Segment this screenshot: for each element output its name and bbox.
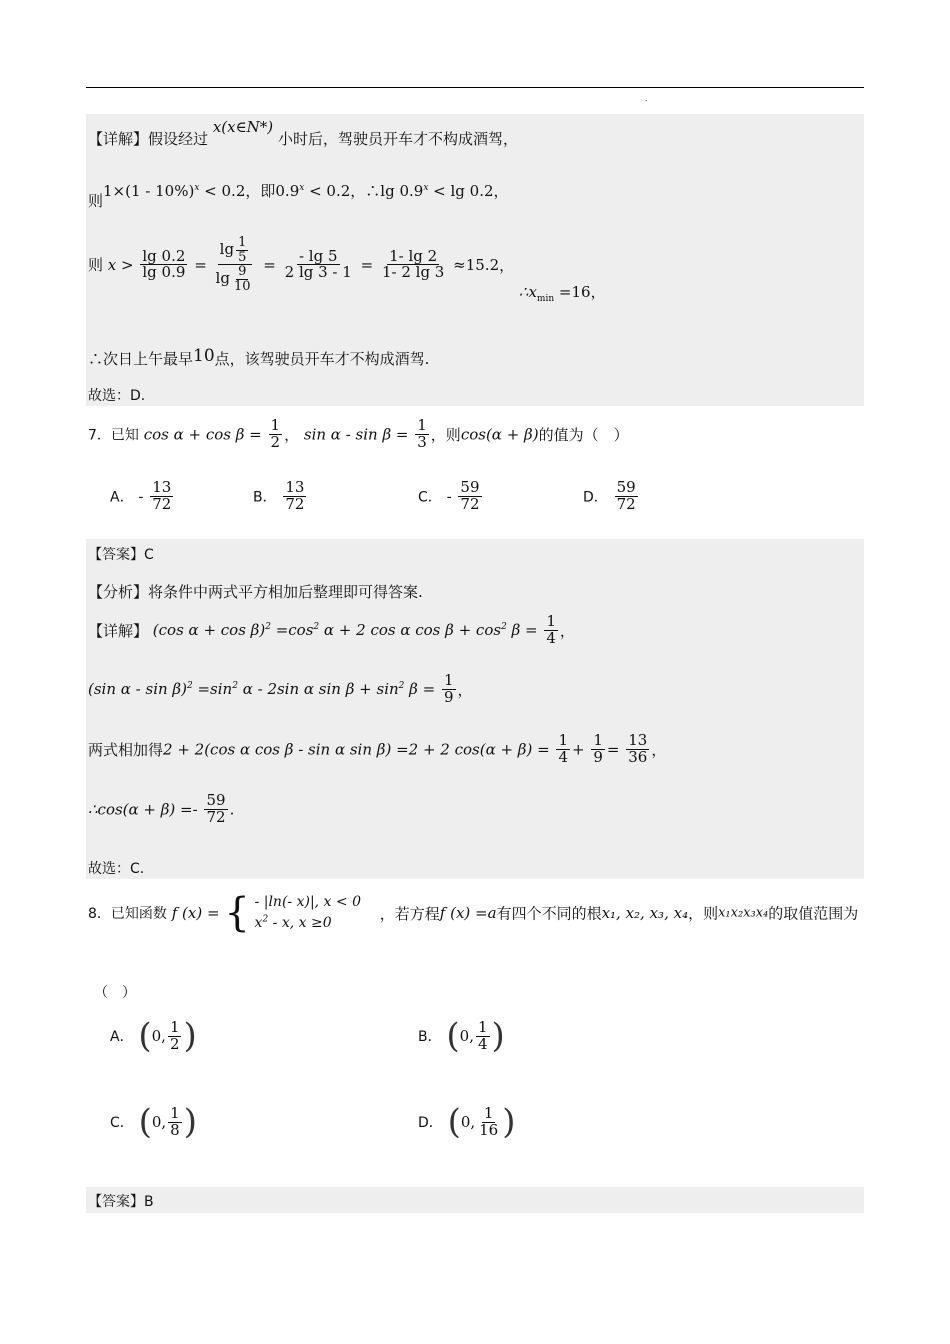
frac-num: 9 (238, 264, 247, 280)
detail6-line2 (88, 180, 509, 210)
detail6-sup2a: x (194, 183, 200, 193)
d2-part: =sin (192, 680, 233, 699)
piecewise-cases (255, 892, 361, 934)
fraction-lg (140, 246, 187, 282)
frac-59-72 (204, 793, 227, 826)
right-paren-icon: ) (183, 1016, 197, 1056)
d1-part: α + 2 cos α cos β + cos (319, 621, 502, 640)
brace-icon: { (224, 890, 250, 936)
frac-den: 4 (558, 747, 568, 766)
option-sign: - (138, 487, 144, 506)
frac-den: 72 (152, 494, 172, 513)
option-label: C． (418, 489, 442, 506)
detail6-text4a: ∴次日上午最早 (88, 350, 194, 368)
q7-detail-line1 (88, 614, 575, 647)
frac-den: 2 (270, 432, 281, 451)
frac-den: 2 lg 3 - 1 (284, 263, 352, 282)
detail6-line1 (88, 118, 518, 149)
q8-func: f (x) = (171, 904, 220, 922)
frac-1-9 (442, 673, 456, 706)
q7-number: 7．已知 (88, 427, 139, 444)
frac-num: 59 (616, 478, 636, 496)
detail6-ten: 10 (193, 346, 215, 366)
q7-option-c[interactable] (418, 480, 484, 513)
d4-expr: ∴cos(α + β) =- (88, 800, 198, 819)
comma: ， (457, 680, 473, 699)
option-fraction (168, 1103, 182, 1139)
right-paren-icon: ) (491, 1016, 505, 1056)
detail6-pre2: 则 (88, 192, 104, 210)
detail6-math2c: ，∴lg 0.9 (350, 182, 424, 200)
q8-option-c[interactable] (110, 1102, 197, 1142)
frac-num: 1 (170, 1103, 180, 1122)
frac-1-9 (591, 733, 605, 766)
detail6-text4b: 点，该驾驶员开车才不构成酒驾. (214, 350, 430, 368)
comma: ， (651, 740, 667, 759)
frac-den: 9 (593, 747, 603, 766)
q7-choice: 故选：C. (88, 861, 145, 877)
zero: 0, (459, 1027, 474, 1045)
q7-detail-line4 (88, 793, 234, 826)
frac-num: 1 (558, 731, 568, 749)
q7-expr3: cos(α + β) (460, 425, 539, 444)
fraction-lg2 (380, 246, 446, 282)
period: . (229, 800, 235, 819)
q8-mid2: 有四个不同的根 (496, 904, 602, 923)
option-label: D． (418, 1115, 443, 1131)
d2-sup: 2 (398, 681, 405, 692)
detail6-x-gt: x > (107, 255, 134, 274)
q8-roots: x₁, x₂, x₃, x₄ (601, 904, 689, 922)
then: ，则 (430, 425, 461, 444)
case-1: - |ln(- x)|, x < 0 (254, 894, 361, 910)
case-2 (255, 913, 361, 934)
d1-part: (cos α + cos β) (152, 621, 266, 640)
option-label: A． (110, 1029, 134, 1045)
option-fraction (615, 480, 638, 513)
frac-den: 72 (206, 807, 226, 826)
lg-text: lg (215, 269, 230, 288)
q8-eq: f (x) =a (439, 904, 497, 922)
zero: 0, (151, 1113, 167, 1131)
q8-option-d[interactable] (418, 1102, 516, 1142)
approx-value: ≈15.2 (453, 255, 500, 274)
frac-num: 1 (238, 235, 247, 250)
q8-mid: ，若方程 (379, 904, 440, 923)
frac-num: 1 (417, 416, 427, 434)
case2-sup: 2 (262, 914, 269, 925)
frac-num: 1 (546, 612, 556, 630)
option-fraction (458, 480, 481, 513)
detail6-text1: 假设经过 (148, 130, 209, 148)
d2-part: β = (404, 680, 436, 699)
frac-num: 1 (593, 731, 603, 749)
d1-sup: 2 (313, 622, 320, 633)
detail6-pre3: 则 (88, 256, 104, 275)
q7-option-b[interactable] (253, 480, 308, 513)
frac-num: - lg 5 (298, 246, 338, 265)
q8-paren: （ ） (94, 985, 136, 1001)
q8-tail: 的取值范围为 (768, 904, 859, 923)
q7-d1-expr (153, 621, 538, 639)
q8-option-b[interactable] (418, 1016, 505, 1056)
detail6-math1: x(x∈N*) (212, 118, 274, 136)
frac-den: 72 (616, 494, 636, 513)
d2-sup: 2 (232, 681, 238, 692)
right-paren-icon: ) (502, 1102, 516, 1142)
detail6-line4 (88, 348, 429, 369)
left-paren-icon: ( (138, 1016, 152, 1056)
frac-1-4 (544, 614, 558, 647)
frac-den: 8 (170, 1120, 180, 1139)
frac-num: 1 (483, 1103, 494, 1122)
option-fraction (477, 1103, 500, 1139)
detail6-line3: 则 x > $\frac{\lg 0.2}{\lg 0.9}$ = lg $\frac{1}{5}$ lg $\frac{9}{10}$ = $\frac{- \lg 5}{2 \lg 3 - 1}$ = $\frac{1- \lg 2}{1- 2 \lg 3}$ ≈15.2， $\therefore x_{min} =16$， (88, 235, 606, 304)
option-fraction (283, 480, 306, 513)
detail6-choice: 故选：D. (88, 388, 146, 404)
q7-stem (88, 418, 629, 451)
frac-13-36 (626, 733, 649, 766)
lg-text: lg (219, 240, 235, 259)
option-label: D． (583, 489, 608, 506)
q8-product: x₁x₂x₃x₄ (718, 905, 769, 921)
frac-num: 13 (285, 478, 305, 496)
q8-then: ，则 (688, 904, 719, 923)
detail6-sup2b: x (299, 183, 305, 193)
frac-den: 4 (477, 1034, 488, 1053)
frac-num: 1 (270, 416, 281, 434)
frac-num: 13 (628, 731, 648, 749)
frac-den: 3 (417, 432, 427, 451)
header-dot: . (645, 94, 648, 103)
q7-expr1: cos α + cos β = (143, 425, 262, 444)
comma: ， (590, 282, 606, 301)
detail6-sup2c: x (423, 183, 429, 193)
q7-expr2: sin α - sin β = (303, 425, 409, 444)
plus: + (572, 740, 585, 759)
frac-1-3 (415, 418, 429, 451)
frac-den: 9 (443, 687, 454, 706)
d3-pre: 两式相加得 (88, 740, 164, 759)
frac-num: 1 (169, 1017, 180, 1036)
header-rule (86, 87, 864, 88)
q7-answer: 【答案】C (88, 547, 154, 563)
detail-label: 【详解】 (88, 621, 149, 640)
frac-den: 1- 2 lg 3 (381, 263, 445, 282)
frac-1-2 (269, 418, 283, 451)
xmin-sub: min (536, 293, 555, 304)
frac-1-5 (236, 236, 248, 264)
option-fraction (168, 1017, 182, 1053)
frac-den: 72 (285, 494, 305, 513)
q8-answer: 【答案】B (88, 1194, 154, 1210)
d2-part: (sin α - sin β) (88, 680, 187, 699)
analysis-text: 将条件中两式平方相加后整理即可得答案. (148, 583, 423, 601)
d1-part: β = (506, 621, 538, 640)
frac-den: 36 (628, 747, 648, 766)
zero: 0, (460, 1113, 476, 1131)
q7-analysis (88, 581, 423, 602)
frac-den: 4 (546, 628, 556, 647)
frac-den: 2 (169, 1034, 180, 1053)
answer-block-q8 (86, 1187, 864, 1213)
frac-den: 16 (479, 1120, 499, 1139)
option-fraction (150, 480, 173, 513)
left-paren-icon: ( (138, 1102, 152, 1142)
detail6-mid2: ，即 (245, 182, 276, 200)
detail6-math2a: 1×(1 - 10%) (103, 182, 195, 200)
q7-d2-expr (88, 680, 435, 698)
frac-num: 1 (477, 1017, 488, 1036)
xmin-x: ∴x (518, 282, 537, 301)
xmin-expr (518, 282, 606, 304)
frac-num: 59 (460, 478, 480, 496)
frac-den: 5 (238, 249, 247, 265)
option-label: B． (418, 1029, 442, 1045)
case2-part: - x, x ≥0 (268, 915, 332, 931)
q8-number: 8．已知函数 (88, 906, 167, 922)
comma: ， (559, 621, 575, 640)
frac-num: 1- lg 2 (389, 246, 438, 265)
d3-expr: 2 + 2(cos α cos β - sin α sin β) =2 + 2 cos(α + β) = (163, 740, 550, 759)
case2-part: x (254, 915, 263, 931)
detail6-math2c-b: < lg 0.2， (428, 182, 509, 200)
zero: 0, (151, 1027, 166, 1045)
equals: = (606, 740, 620, 759)
option-label: A． (110, 489, 134, 506)
frac-num: lg 0.2 (142, 246, 186, 265)
fraction-nested (214, 236, 257, 294)
comma: ， (499, 256, 515, 275)
frac-9-10 (232, 265, 253, 293)
detail6-text1b: 小时后，驾驶员开车才不构成酒驾， (277, 130, 518, 148)
analysis-label: 【分析】 (88, 583, 149, 601)
sep: ， (284, 425, 300, 444)
xmin-value: =16 (554, 282, 591, 301)
right-paren-icon: ) (183, 1102, 197, 1142)
detail6-math2a-b: < 0.2 (199, 182, 246, 200)
d1-sup: 2 (265, 622, 271, 633)
detail6-math2b-b: < 0.2 (304, 182, 351, 200)
option-sign: - (446, 487, 452, 506)
q7-detail-line2 (88, 673, 473, 706)
d1-part: =cos (270, 621, 314, 640)
detail-label: 【详解】 (88, 130, 149, 148)
frac-den: 72 (460, 494, 480, 513)
option-fraction (476, 1017, 490, 1053)
frac-1-4 (556, 733, 570, 766)
q8-stem (88, 890, 858, 936)
fraction-lg5 (283, 246, 354, 282)
q7-option-d[interactable] (583, 480, 640, 513)
detail6-math2b: 0.9 (275, 182, 300, 200)
d1-sup: 2 (501, 622, 507, 633)
option-label: B． (253, 489, 277, 506)
q8-option-a[interactable] (110, 1016, 197, 1056)
frac-den: lg 0.9 (142, 263, 186, 282)
left-paren-icon: ( (446, 1016, 460, 1056)
frac-num: 13 (152, 478, 172, 496)
d2-part: α - 2sin α sin β + sin (237, 680, 399, 699)
option-label: C． (110, 1115, 134, 1131)
frac-den: 10 (233, 278, 251, 294)
frac-num: 1 (443, 671, 454, 689)
left-paren-icon: ( (447, 1102, 461, 1142)
q7-tail: 的值为（ ） (538, 425, 629, 444)
q7-detail-line3 (88, 733, 666, 766)
d2-sup: 2 (186, 681, 193, 692)
q7-option-a[interactable] (110, 480, 175, 513)
frac-num: 59 (206, 791, 226, 809)
